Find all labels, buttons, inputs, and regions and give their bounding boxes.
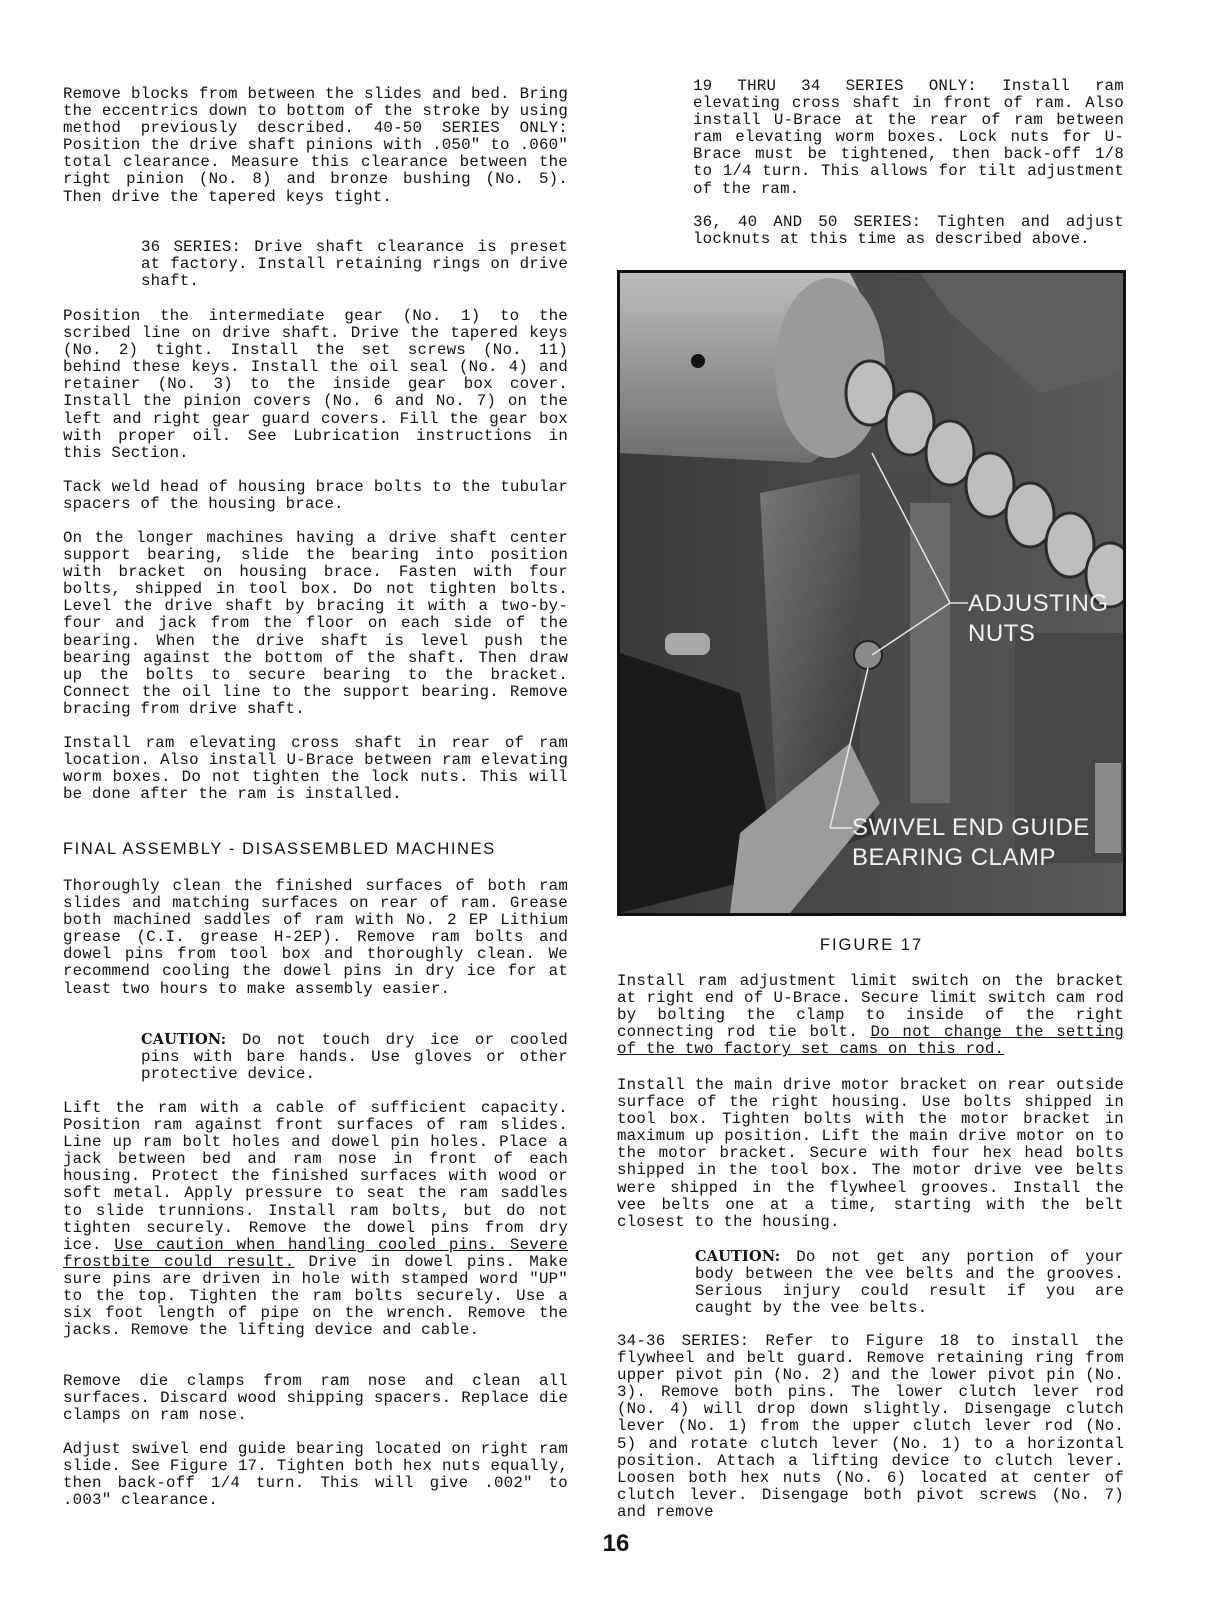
paragraph-34-36-series: 34-36 SERIES: Refer to Figure 18 to install the flywheel and belt guard. Remove retaining ring from upper pivot pin (No. 2) and the lower pivot pin (No. 3). Remove both pins. The lower clutch lever rod (No. 4) will drop down slightly. Disengage clutch lever (No. 1) from the upper clutch lever rod (No. 5) and rotate clutch lever (No. 1) to a horizontal position. Attach a lifting device to clutch lever. Loosen both hex nuts (No. 6) located at center of clutch lever. Disengage both pivot screws (No. 7) and remove: [617, 1332, 1124, 1521]
caution-text-2: Do not get any portion of your body between the vee belts and the grooves. Serious injury could result if you are caught by the vee belts.: [695, 1248, 1124, 1318]
label-swivel: SWIVEL END GUIDE: [852, 814, 1090, 841]
paragraph-main-drive-motor: Install the main drive motor bracket on rear outside surface of the right housing. Use bolts shipped in tool box. Tighten bolts with the motor bracket in maximum up position. Lift the main drive motor on to the motor bracket. Secure with four hex head bolts shipped in the tool box. The motor drive vee belts were shipped in the flywheel grooves. Install the vee belts one at a time, starting with the belt closest to the housing.: [617, 1076, 1124, 1231]
paragraph-lift-ram: [63, 1100, 568, 1339]
caution-label-2: CAUTION:: [695, 1248, 781, 1265]
paragraph-remove-blocks: Remove blocks from between the slides and bed. Bring the eccentrics down to bottom of the stroke by using method previously described. 40-50 SERIES ONLY: Position the drive shaft pinions with .050" to .060" total clearance. Measure this clearance between the right pinion (No. 8) and bronze bushing (No. 5). Then drive the tapered keys tight.: [63, 85, 568, 206]
limit-switch-warning: Do not change the setting of the two factory set cams on this rod.: [617, 1023, 1124, 1059]
paragraph-limit-switch: [617, 973, 1124, 1058]
paragraph-intermediate-gear: Position the intermediate gear (No. 1) to the scribed line on drive shaft. Drive the tapered keys (No. 2) tight. Install the set screws (No. 11) behind these keys. Install the oil seal (No. 4) and retainer (No. 3) to the inside gear box cover. Install the pinion covers (No. 6 and No. 7) on the left and right gear guard covers. Fill the gear box with proper oil. See Lubrication instructions in this Section.: [63, 307, 568, 462]
paragraph-die-clamps: Remove die clamps from ram nose and clean all surfaces. Discard wood shipping spacers. Replace die clamps on ram nose.: [63, 1372, 568, 1425]
paragraph-36-40-50-series: 36, 40 AND 50 SERIES: Tighten and adjust locknuts at this time as described above.: [693, 213, 1124, 249]
lift-ram-text-a: Lift the ram with a cable of sufficient capacity. Position ram against front surfaces of ram slides. Line up ram bolt holes and dowel pin holes. Place a jack between bed and ram nose in front of each housing. Protect the finished surfaces with wood or soft metal. Apply pressure to seat the ram saddles to slide trunnions. Install ram bolts, but do not tighten securely. Remove the dowel pins from dry ice.: [63, 1099, 568, 1254]
label-nuts: NUTS: [968, 620, 1036, 647]
paragraph-19-thru-34-series: 19 THRU 34 SERIES ONLY: Install ram elevating cross shaft in front of ram. Also install U-Brace at the rear of ram between ram elevating worm boxes. Lock nuts for U-Brace must be tightened, then back-off 1/8 to 1/4 turn. This allows for tilt adjustment of the ram.: [693, 77, 1124, 198]
lift-ram-text-b: Drive in dowel pins. Make sure pins are driven in hole with stamped word "UP" to the top. Tighten the ram bolts securely. Use a six foot length of pipe on the wrench. Remove the jacks. Remove the lifting device and cable.: [63, 1252, 568, 1340]
figure-17-photo: [617, 270, 1126, 916]
paragraph-clean-surfaces: Thoroughly clean the finished surfaces of both ram slides and matching surfaces on rear of ram. Grease both machined saddles of ram with No. 2 EP Lithium grease (C.I. grease H-2EP). Remove ram bolts and dowel pins from tool box and thoroughly clean. We recommend cooling the dowel pins in dry ice for at least two hours to make assembly easier.: [63, 877, 568, 998]
caution-label: CAUTION:: [141, 1031, 227, 1048]
page-number: 16: [602, 1530, 630, 1557]
label-bearing-clamp: BEARING CLAMP: [852, 844, 1056, 871]
section-heading-final-assembly: FINAL ASSEMBLY - DISASSEMBLED MACHINES: [63, 840, 496, 858]
paragraph-center-support-bearing: On the longer machines having a drive shaft center support bearing, slide the bearing into position with bracket on housing brace. Fasten with four bolts, shipped in tool box. Do not tighten bolts. Level the drive shaft by bracing it with a two-by-four and jack from the floor on each side of the bearing. When the drive shaft is level push the bearing against the bottom of the shaft. Then draw up the bolts to secure bearing to the bracket. Connect the oil line to the support bearing. Remove bracing from drive shaft.: [63, 529, 568, 718]
figure-caption: FIGURE 17: [819, 936, 924, 954]
label-adjusting-nuts: [968, 589, 1109, 649]
caution-dry-ice: [63, 1031, 568, 1083]
limit-switch-text: Install ram adjustment limit switch on the bracket at right end of U-Brace. Secure limit switch cam rod by bolting the clamp to inside of the right connecting rod tie bolt.: [617, 972, 1124, 1042]
paragraph-swivel-end-guide: Adjust swivel end guide bearing located on right ram slide. See Figure 17. Tighten both hex nuts equally, then back-off 1/4 turn. This will give .002" to .003" clearance.: [63, 1440, 568, 1510]
label-swivel-end-guide: [852, 813, 1090, 873]
paragraph-tack-weld: Tack weld head of housing brace bolts to the tubular spacers of the housing brace.: [63, 478, 568, 514]
frostbite-warning: Use caution when handling cooled pins. Severe frostbite could result.: [63, 1235, 568, 1271]
paragraph-ram-elevating-cross-shaft: Install ram elevating cross shaft in rear of ram location. Also install U-Brace between ram elevating worm boxes. Do not tighten the lock nuts. This will be done after the ram is installed.: [63, 734, 568, 804]
caution-text: Do not touch dry ice or cooled pins with bare hands. Use gloves or other protective device.: [141, 1031, 568, 1084]
paragraph-36-series: 36 SERIES: Drive shaft clearance is preset at factory. Install retaining rings on drive shaft.: [141, 238, 568, 291]
caution-vee-belts: [617, 1248, 1124, 1317]
label-adjusting: ADJUSTING: [968, 590, 1109, 617]
